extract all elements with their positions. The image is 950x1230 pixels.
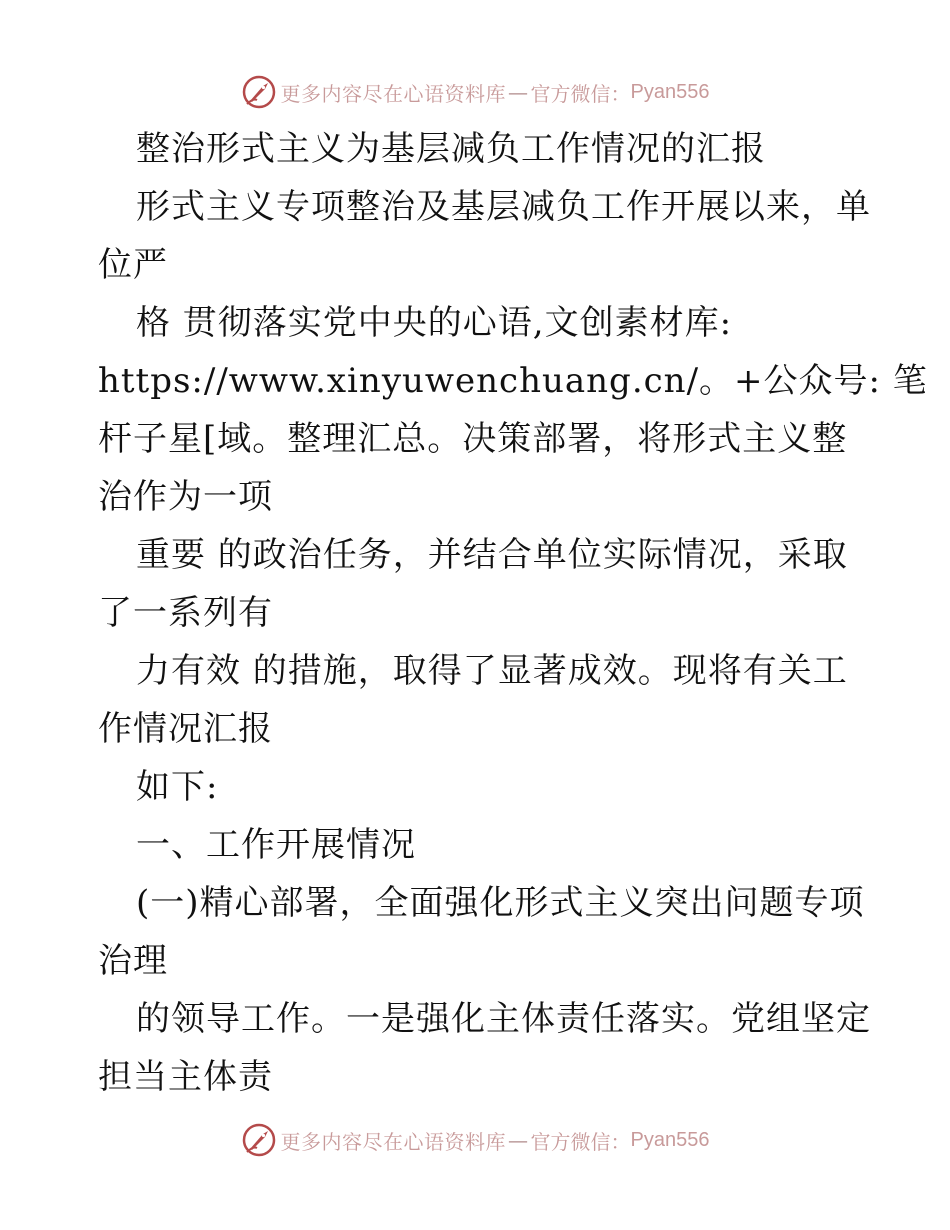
paragraph-line: 治作为一项	[98, 477, 273, 517]
banner-text: 更多内容尽在心语资料库	[280, 81, 507, 106]
banner-wechat-label: 官方微信：	[530, 81, 631, 106]
banner-wechat-label: 官方微信：	[530, 1129, 631, 1154]
document-body	[98, 120, 928, 1106]
banner-wechat-id: Pyan556	[630, 80, 710, 103]
footer-watermark-banner	[0, 1120, 950, 1160]
paragraph-line: 担当主体责	[98, 1057, 273, 1097]
paragraph-line: 形式主义专项整治及基层减负工作开展以来，单	[136, 187, 871, 227]
paragraph-line: 治理	[98, 941, 168, 981]
paragraph-line: 作情况汇报	[98, 709, 273, 749]
paragraph-line: 格 贯彻落实党中央的心语,文创素材库:	[136, 303, 733, 343]
paragraph-line: 位严	[98, 245, 168, 285]
subsection-heading: (一)精心部署，全面强化形式主义突出问题专项	[136, 883, 865, 923]
paragraph-line: 重要 的政治任务，并结合单位实际情况，采取	[136, 535, 848, 575]
banner-text: 更多内容尽在心语资料库	[280, 1129, 507, 1154]
paragraph-line: 了一系列有	[98, 593, 273, 633]
paragraph-line: 力有效 的措施，取得了显著成效。现将有关工	[136, 651, 848, 691]
paragraph-line: 如下:	[136, 767, 219, 807]
pen-nib-logo-icon	[241, 74, 277, 110]
paragraph-line-url: https://www.xinyuwenchuang.cn/。+公众号: 笔	[98, 361, 928, 401]
paragraph-line: 杆子星[域。整理汇总。决策部署，将形式主义整	[98, 419, 848, 459]
document-title: 整治形式主义为基层减负工作情况的汇报	[136, 129, 766, 169]
banner-separator: —	[508, 1128, 529, 1152]
banner-separator: —	[508, 80, 529, 104]
pen-nib-logo-icon	[241, 1122, 277, 1158]
section-heading: 一、工作开展情况	[136, 825, 416, 865]
header-watermark-banner	[0, 72, 950, 112]
paragraph-line: 的领导工作。一是强化主体责任落实。党组坚定	[136, 999, 871, 1039]
banner-wechat-id: Pyan556	[630, 1128, 710, 1151]
